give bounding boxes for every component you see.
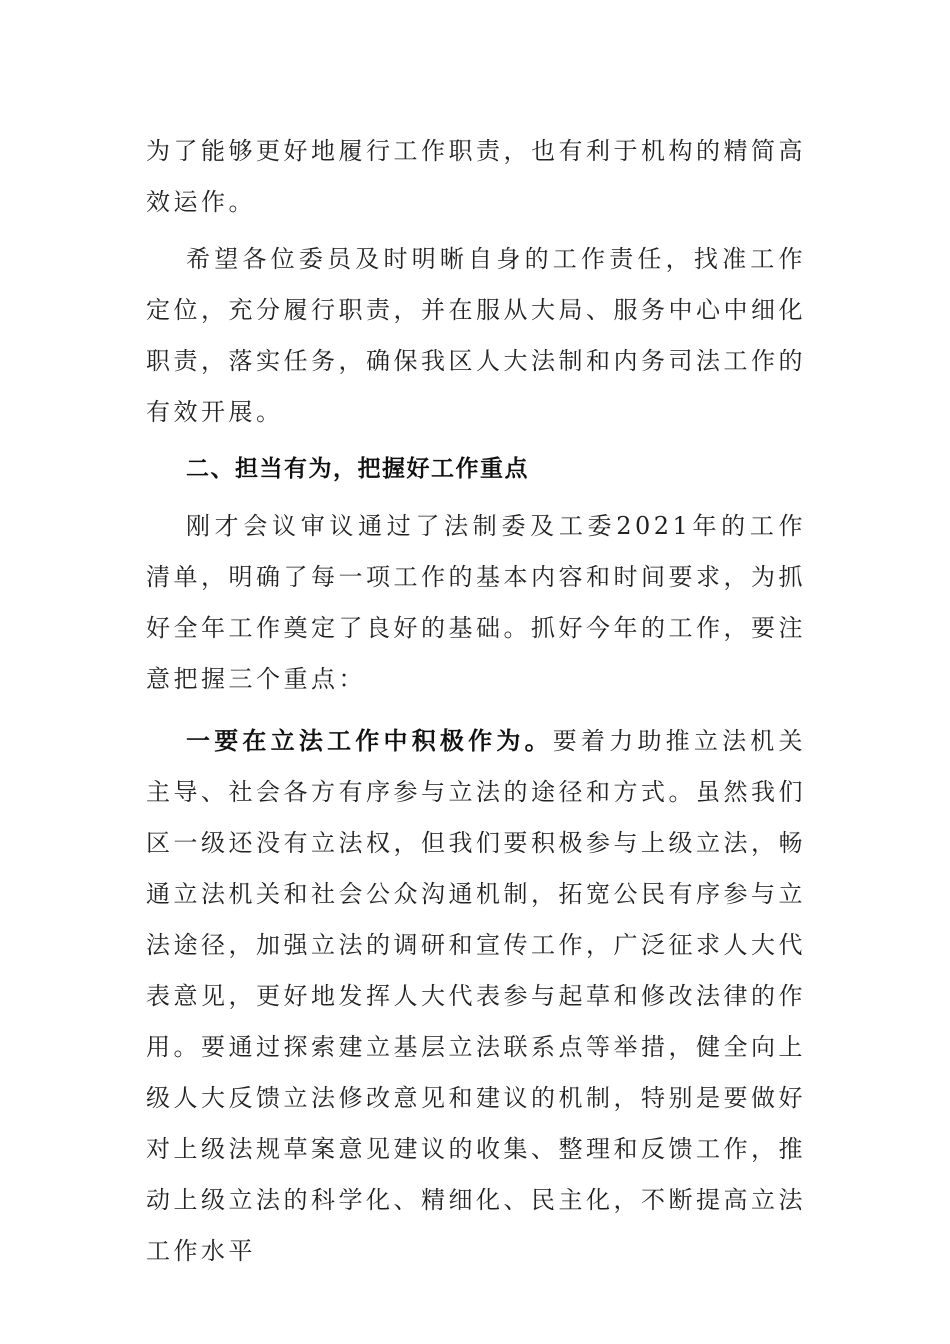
point-one-lead: 一要在立法工作中积极作为。 xyxy=(186,726,553,755)
paragraph-point-one xyxy=(146,715,806,1277)
document-body xyxy=(146,126,806,1277)
paragraph-continuation: 为了能够更好地履行工作职责，也有利于机构的精简高效运作。 xyxy=(146,137,806,216)
paragraph-worklist: 刚才会议审议通过了法制委及工委2021年的工作清单，明确了每一项工作的基本内容和时间要求，为抓好全年工作奠定了良好的基础。抓好今年的工作，要注意把握三个重点： xyxy=(146,512,806,693)
section-heading: 二、担当有为，把握好工作重点 xyxy=(186,456,529,482)
point-one-body: 要着力助推立法机关主导、社会各方有序参与立法的途径和方式。虽然我们区一级还没有立法权，但我们要积极参与上级立法，畅通立法机关和社会公众沟通机制，拓宽公民有序参与立法途径，加强立法的调研和宣传工作，广泛征求人大代表意见，更好地发挥人大代表参与起草和修改法律的作用。要通过探索建立基层立法联系点等举措，健全向上级人大反馈立法修改意见和建议的机制，特别是要做好对上级法规草案意见建议的收集、整理和反馈工作，推动上级立法的科学化、精细化、民主化，不断提高立法工作水平 xyxy=(146,727,807,1265)
paragraph-hope: 希望各位委员及时明晰自身的工作责任，找准工作定位，充分履行职责，并在服从大局、服务中心中细化职责，落实任务，确保我区人大法制和内务司法工作的有效开展。 xyxy=(146,245,806,426)
